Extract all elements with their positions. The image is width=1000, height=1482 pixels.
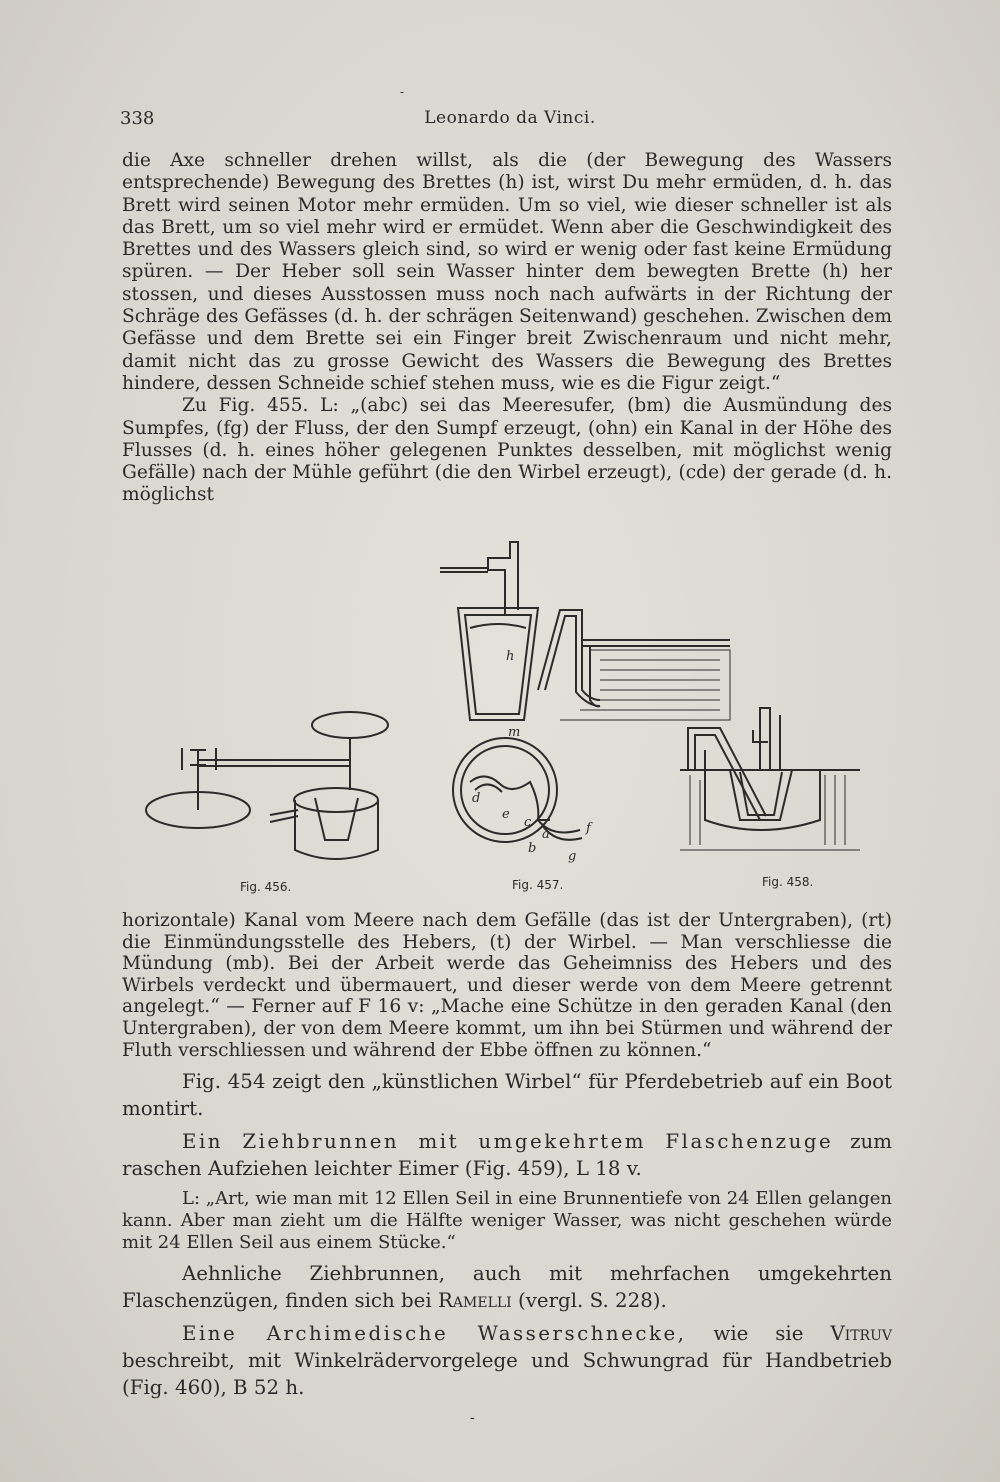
paragraph: horizontale) Kanal vom Meere nach dem Gefälle (das ist der Untergraben), (rt) die Einmündungsstelle des Hebers, (t) der Wirbel. — Man verschliesse die Mündung (mb). Bei der Arbeit werde das Geheimniss des Hebers und des Wirbels verdeckt und übermauert, und dieser werde von dem Meere getrennt angelegt.“ — Ferner auf F 16 v: „Mache eine Schütze in den geraden Kanal (den Untergraben), der von dem Meere kommt, um ihn bei Stürmen und während der Fluth verschliessen und während der Ebbe öffnen zu können.“ [122, 910, 892, 1061]
fig-458-drawing [680, 708, 860, 850]
top-mark: - [400, 85, 405, 99]
footer-mark: - [470, 1410, 475, 1426]
paragraph: L: „Art, wie man mit 12 Ellen Seil in eine Brunnentiefe von 24 Ellen gelangen kann. Aber man zieht um die Hälfte weniger Wasser, was nicht geschehen würde mit 24 Ellen Seil aus einem Stücke.“ [122, 1188, 892, 1253]
label-a: a [542, 827, 550, 842]
paragraph: Fig. 454 zeigt den „künstlichen Wirbel“ für Pferdebetrieb auf ein Boot montirt. [122, 1070, 892, 1120]
caption-fig-456: Fig. 456. [240, 880, 292, 894]
label-d: d [472, 791, 481, 806]
label-b: b [528, 841, 537, 856]
paragraph: die Axe schneller drehen willst, als die (der Bewegung des Wassers entsprechende) Bewegung des Brettes (h) ist, wirst Du mehr ermüden, d. h. das Brett wird seinen Motor mehr ermüden. Um so viel, wie dieser schneller ist als das Brett, um so viel mehr wird er ermüdet. Wenn aber die Geschwindigkeit des Brettes und des Wassers gleich sind, so wird er wenig oder fast keine Ermüdung spüren. — Der Heber soll sein Wasser hinter dem bewegten Brette (h) her stossen, und dieses Ausstossen muss noch nach aufwärts in der Richtung der Schräge des Gefässes (d. h. der schrägen Seitenwand) geschehen. Zwischen dem Gefässe und dem Brette sei ein Finger breit Zwischenraum und nicht mehr, damit nicht das zu grosse Gewicht des Wassers die Bewegung des Brettes hindere, dessen Schneide schief stehen muss, wie es die Figur zeigt.“ [122, 150, 892, 394]
text-block-top [122, 150, 892, 507]
author-name: Vitruv [830, 1322, 893, 1345]
fig-455-drawing [440, 542, 730, 720]
label-m: m [508, 725, 521, 740]
caption-fig-458: Fig. 458. [762, 875, 814, 889]
label-c: c [524, 815, 532, 830]
text-block-middle [122, 910, 892, 1061]
page-number: 338 [120, 108, 155, 129]
text-block-bottom [122, 1068, 892, 1407]
spaced-heading: Eine Archimedische Wasserschnecke, [182, 1322, 687, 1345]
label-e: e [502, 807, 510, 822]
fig-457-drawing [453, 738, 582, 842]
paragraph: Aehnliche Ziehbrunnen, auch mit mehrfachen umgekehrten Flaschenzügen, finden sich bei Ramelli (vergl. S. 228). [122, 1262, 892, 1312]
paragraph: Zu Fig. 455. L: „(abc) sei das Meeresufer, (bm) die Ausmündung des Sumpfes, (fg) der Fluss, der den Sumpf erzeugt, (ohn) ein Kanal in der Höhe des Flusses (d. h. eines höher gelegenen Punktes desselben, mit möglichst wenig Gefälle) nach der Mühle geführt (die den Wirbel erzeugt), (cde) der gerade (d. h. möglichst [122, 395, 892, 506]
caption-fig-457: Fig. 457. [512, 878, 564, 892]
technical-drawings [120, 520, 900, 900]
paragraph: Eine Archimedische Wasserschnecke, wie sie Vitruv beschreibt, mit Winkelrädervorgelege und Schwungrad für Handbetrieb (Fig. 460), B 52 h. [122, 1322, 893, 1399]
author-name: Ramelli [438, 1289, 512, 1312]
fig-456-drawing [146, 712, 388, 859]
label-g: g [568, 849, 577, 864]
page-header [120, 108, 900, 138]
running-title: Leonardo da Vinci. [424, 108, 596, 128]
spaced-heading: Ein Ziehbrunnen mit umgekehrtem Flaschenzuge [182, 1130, 834, 1153]
label-h: h [506, 649, 515, 664]
figure-group [120, 520, 900, 900]
paragraph: Ein Ziehbrunnen mit umgekehrtem Flaschenzuge zum raschen Aufziehen leichter Eimer (Fig. 459), L 18 v. [122, 1130, 892, 1180]
label-f: f [586, 821, 591, 836]
